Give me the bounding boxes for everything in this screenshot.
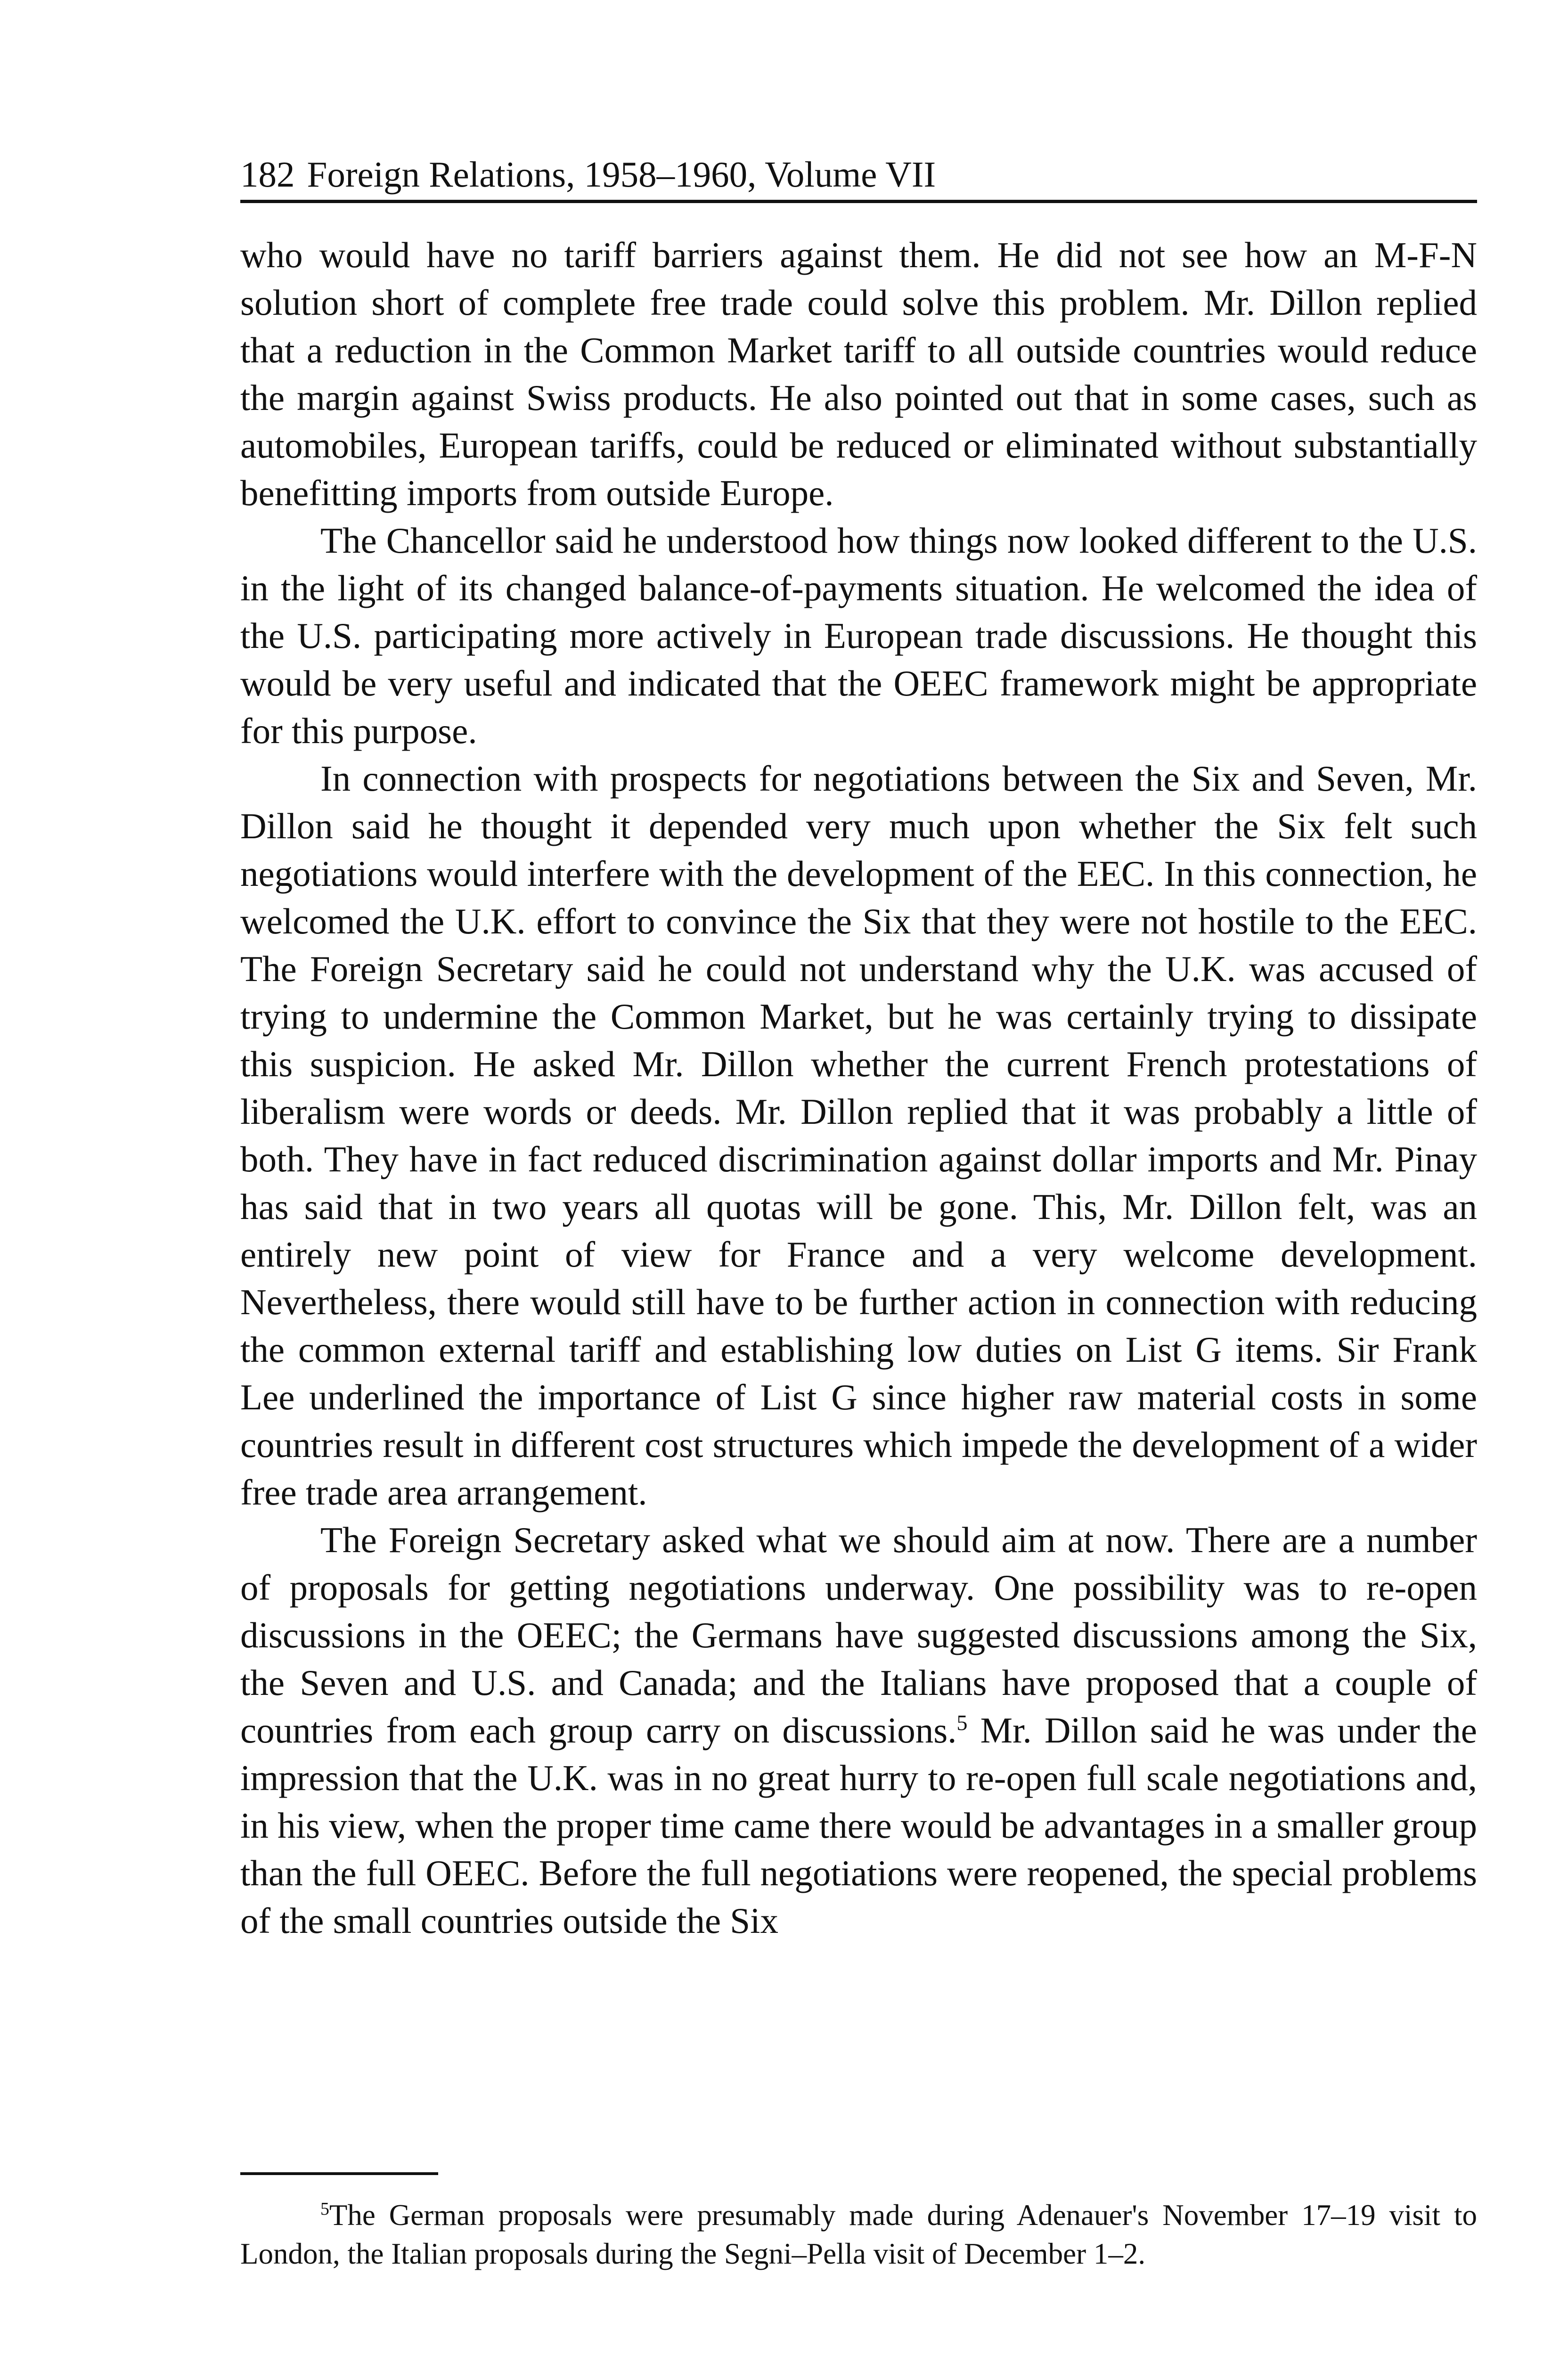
paragraph-4 [240, 1516, 1477, 1945]
footnote-divider [240, 2172, 438, 2175]
paragraph-4-text: The Foreign Secretary asked what we should aim at now. There are a number of proposals for getting negotiations underway. One possibility was to re-open discussions in the OEEC; the Germans have suggested discussions among the Six, the Seven and U.S. and Canada; and the Italians have proposed that a couple of countries from each group carry on discussions. [240, 1520, 1477, 1751]
footnote-5 [240, 2196, 1477, 2273]
paragraph-3: In connection with prospects for negotiations between the Six and Seven, Mr. Dillon said he thought it depended very much upon whether the Six felt such negotiations would interfere with the development of the EEC. In this connection, he welcomed the U.K. effort to convince the Six that they were not hostile to the EEC. The Foreign Secretary said he could not understand why the U.K. was accused of trying to undermine the Common Market, but he was certainly trying to dissipate this suspicion. He asked Mr. Dillon whether the current French protestations of liberalism were words or deeds. Mr. Dillon replied that it was probably a little of both. They have in fact reduced discrimination against dollar imports and Mr. Pinay has said that in two years all quotas will be gone. This, Mr. Dillon felt, was an entirely new point of view for France and a very welcome development. Nevertheless, there would still have to be further action in connection with reducing the common external tariff and establishing low duties on List G items. Sir Frank Lee underlined the importance of List G since higher raw material costs in some countries result in different cost structures which impede the development of a wider free trade area arrangement. [240, 758, 1477, 1513]
footnote-marker: 5 [320, 2199, 329, 2219]
volume-title: Foreign Relations, 1958–1960, Volume VII [307, 154, 936, 195]
page-number: 182 [240, 154, 295, 195]
running-header [240, 151, 1477, 203]
paragraph-4-continuation: Mr. Dillon said he was under the impression that the U.K. was in no great hurry to re-open full scale negotiations and, in his view, when the proper time came there would be advantages in a smaller group than the full OEEC. Before the full negotiations were reopened, the special problems of the small countries outside the Six [240, 1710, 1477, 1941]
footnote-text: The German proposals were presumably made during Adenauer's November 17–19 visit to London, the Italian proposals during the Segni–Pella visit of December 1–2. [240, 2199, 1477, 2270]
document-page [240, 151, 1477, 2270]
paragraph-1: who would have no tariff barriers against them. He did not see how an M-F-N solution short of complete free trade could solve this problem. Mr. Dillon replied that a reduction in the Common Market tariff to all outside countries would reduce the margin against Swiss products. He also pointed out that in some cases, such as automobiles, European tariffs, could be reduced or eliminated without substantially benefitting imports from outside Europe. [240, 235, 1477, 513]
paragraph-2: The Chancellor said he understood how things now looked different to the U.S. in the light of its changed balance-of-payments situation. He welcomed the idea of the U.S. participating more actively in European trade discussions. He thought this would be very useful and indicated that the OEEC framework might be appropriate for this purpose. [240, 520, 1477, 751]
body-text [240, 231, 1477, 1945]
footnote-reference[interactable]: 5 [956, 1710, 968, 1735]
